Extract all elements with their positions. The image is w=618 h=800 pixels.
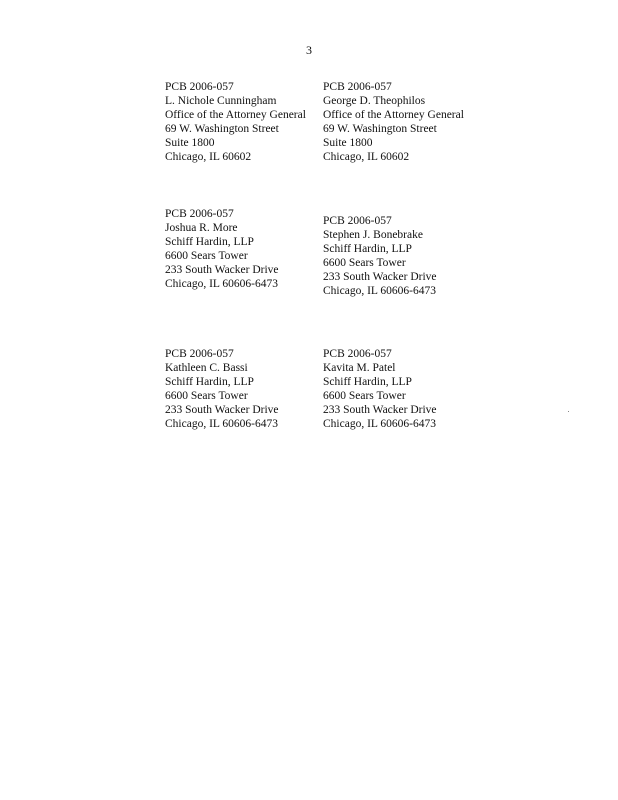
street-address: 233 South Wacker Drive [323,271,437,283]
suite: Suite 1800 [165,137,215,149]
case-number: PCB 2006-057 [165,81,234,93]
recipient-name: Kavita M. Patel [323,362,396,374]
address-block-theophilos [323,80,464,164]
city-state-zip: Chicago, IL 60606-6473 [323,418,436,430]
organization: Schiff Hardin, LLP [323,376,412,388]
building: 6600 Sears Tower [165,390,248,402]
organization: Schiff Hardin, LLP [323,243,412,255]
address-block-bassi [165,347,279,431]
recipient-name: L. Nichole Cunningham [165,95,277,107]
organization: Schiff Hardin, LLP [165,376,254,388]
recipient-name: Joshua R. More [165,222,238,234]
case-number: PCB 2006-057 [323,215,392,227]
recipient-name: George D. Theophilos [323,95,426,107]
city-state-zip: Chicago, IL 60602 [165,151,252,163]
organization: Office of the Attorney General [323,109,464,121]
city-state-zip: Chicago, IL 60606-6473 [323,285,436,297]
scan-speck [568,411,569,412]
case-number: PCB 2006-057 [165,348,234,360]
address-block-bonebrake [323,214,437,298]
case-number: PCB 2006-057 [323,81,392,93]
recipient-name: Stephen J. Bonebrake [323,229,423,241]
city-state-zip: Chicago, IL 60606-6473 [165,278,278,290]
case-number: PCB 2006-057 [323,348,392,360]
organization: Office of the Attorney General [165,109,306,121]
address-block-patel [323,347,437,431]
case-number: PCB 2006-057 [165,208,234,220]
city-state-zip: Chicago, IL 60602 [323,151,410,163]
street-address: 233 South Wacker Drive [165,264,279,276]
suite: Suite 1800 [323,137,373,149]
organization: Schiff Hardin, LLP [165,236,254,248]
city-state-zip: Chicago, IL 60606-6473 [165,418,278,430]
street-address: 69 W. Washington Street [323,123,437,135]
street-address: 69 W. Washington Street [165,123,279,135]
building: 6600 Sears Tower [323,257,406,269]
street-address: 233 South Wacker Drive [323,404,437,416]
building: 6600 Sears Tower [165,250,248,262]
page-number: 3 [306,43,312,57]
building: 6600 Sears Tower [323,390,406,402]
street-address: 233 South Wacker Drive [165,404,279,416]
address-block-more [165,207,279,291]
recipient-name: Kathleen C. Bassi [165,362,248,374]
address-block-cunningham [165,80,306,164]
